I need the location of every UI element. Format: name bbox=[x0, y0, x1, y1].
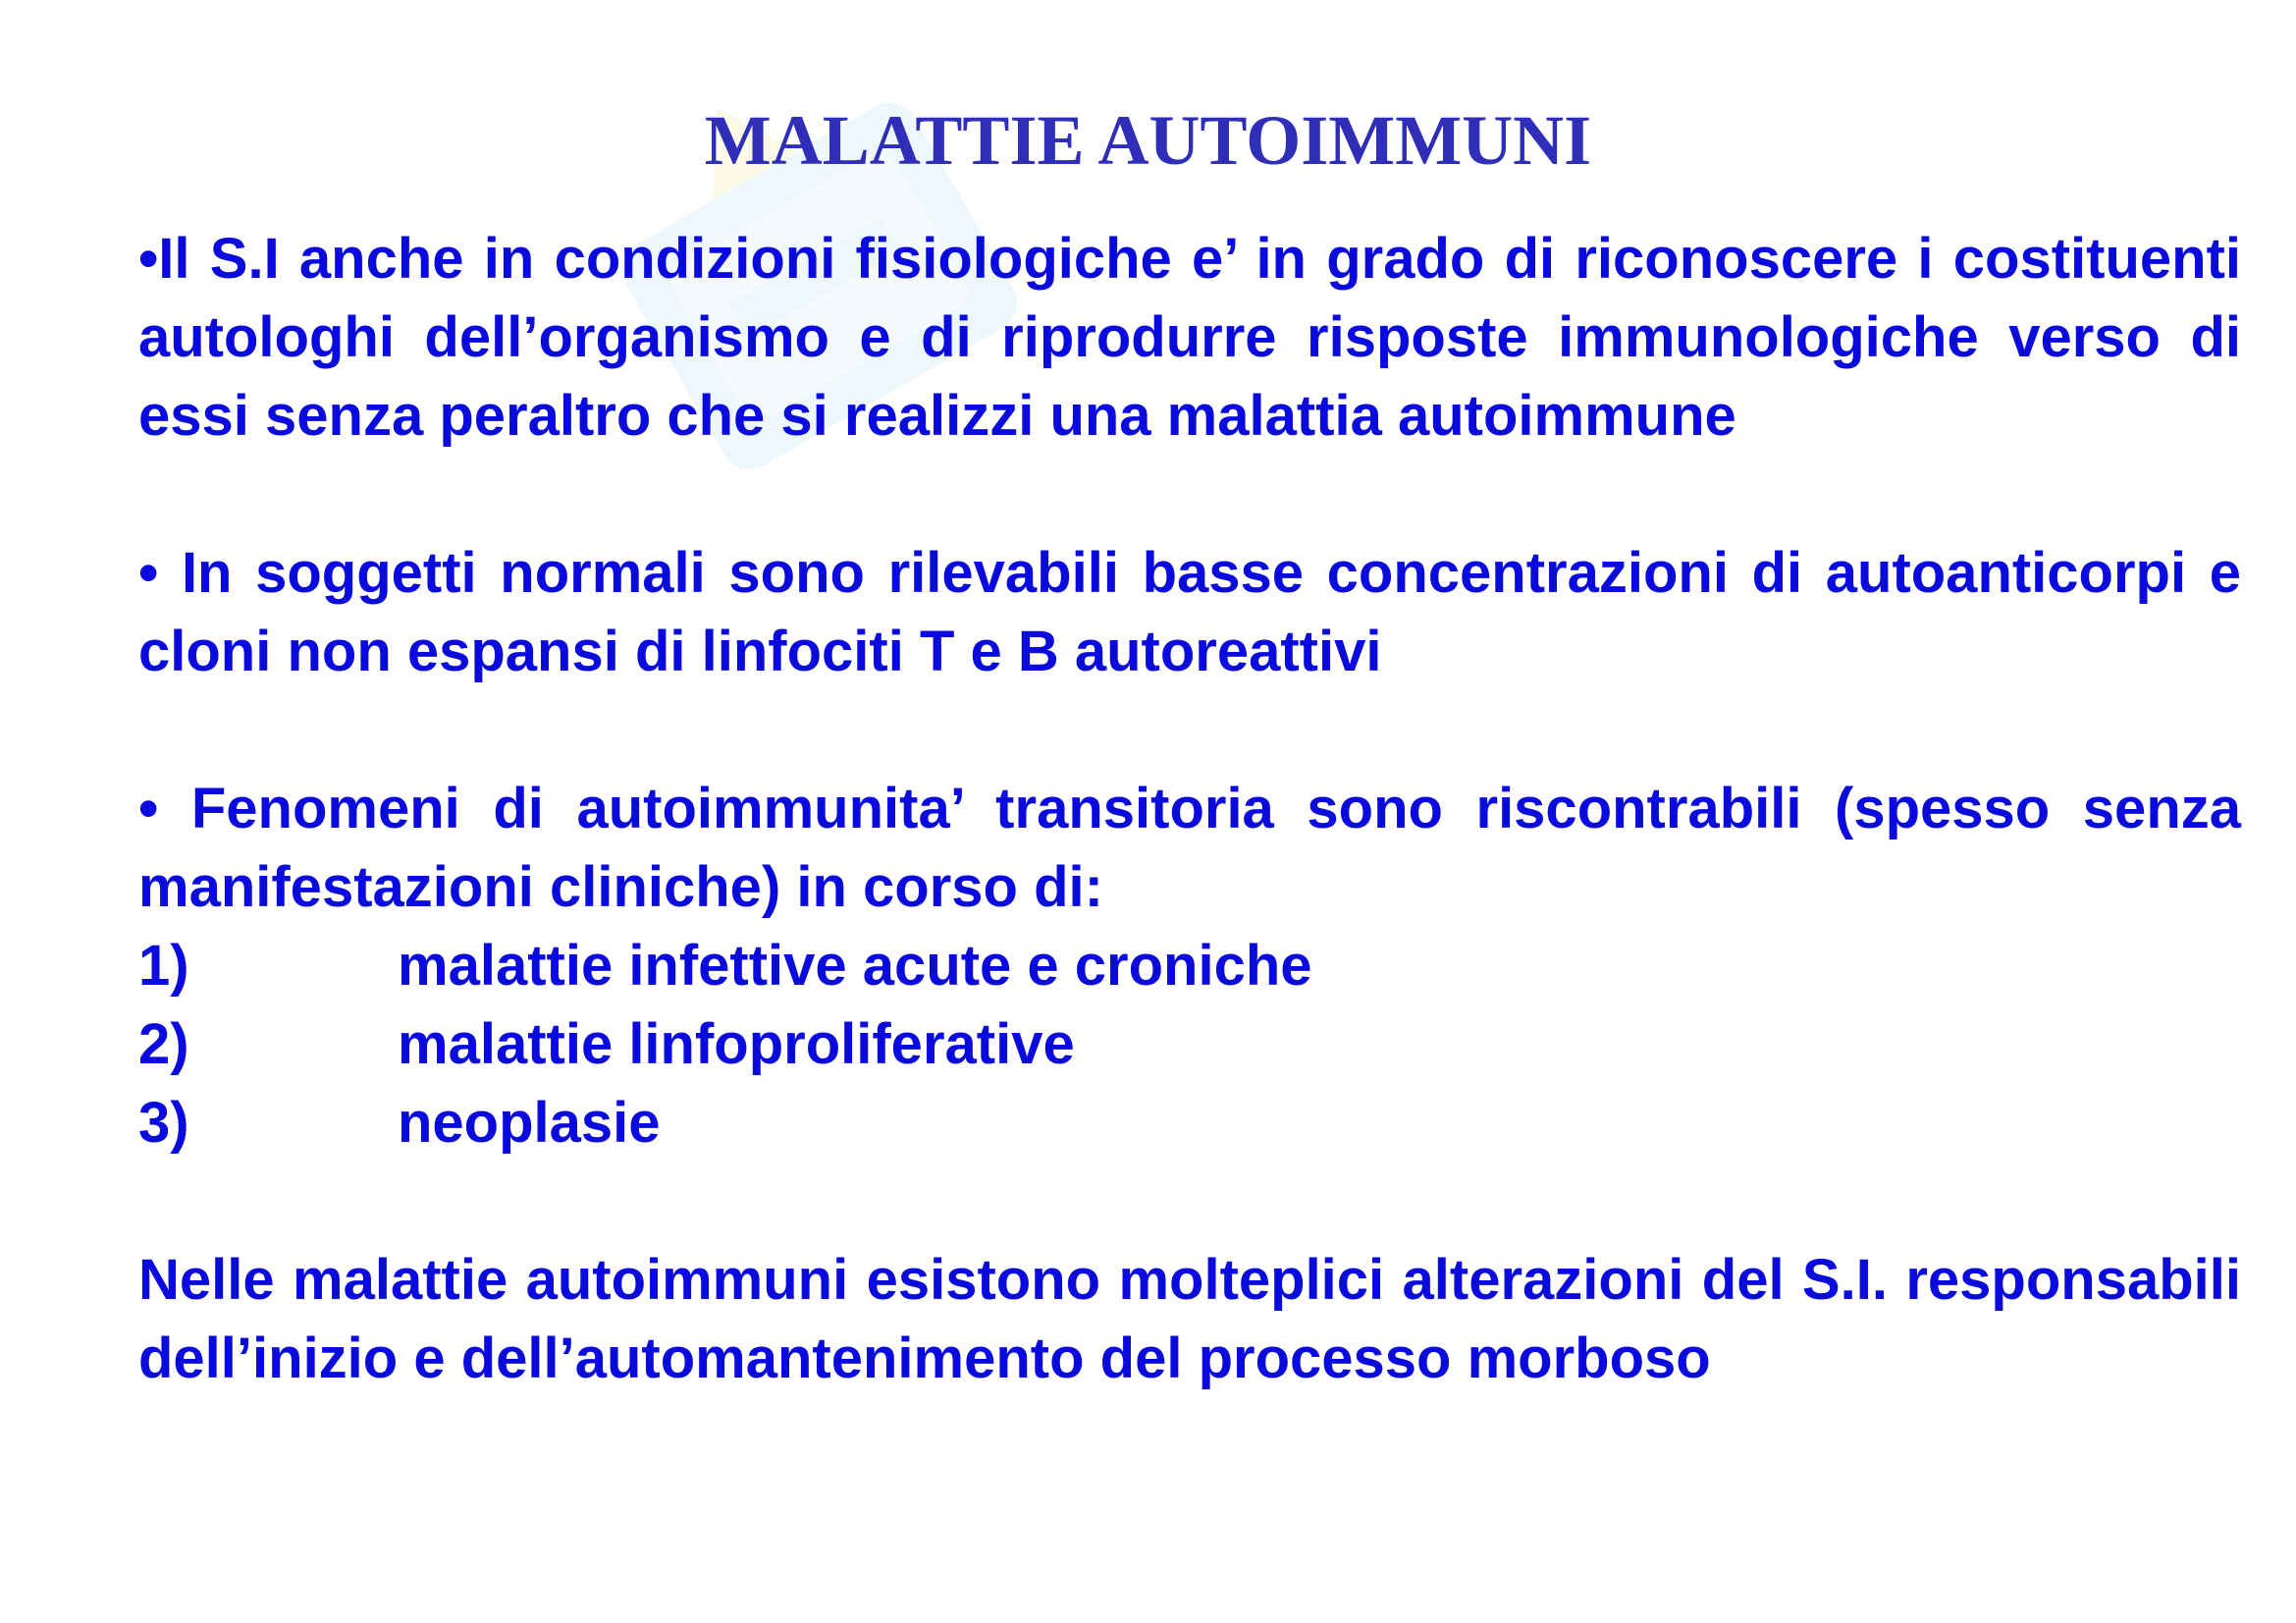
paragraph-4: Nelle malattie autoimmuni esistono molteplici alterazioni del S.I. responsabili dell’inizio e dell’automantenimento del processo morboso bbox=[138, 1248, 2241, 1390]
list-item bbox=[138, 1084, 2241, 1163]
spacer bbox=[138, 691, 2241, 770]
list-item-number: 3) bbox=[138, 1091, 189, 1155]
list-item-number: 1) bbox=[138, 934, 189, 998]
spacer bbox=[138, 1163, 2241, 1241]
page-title: MALATTIE AUTOIMMUNI bbox=[704, 101, 1592, 180]
paragraph-2: • In soggetti normali sono rilevabili basse concentrazioni di autoanticorpi e cloni non espansi di linfociti T e B autoreattivi bbox=[138, 541, 2241, 683]
paragraph-1: •Il S.I anche in condizioni fisiologiche e’ in grado di riconoscere i costituenti autologhi dell’organismo e di riprodurre risposte immunologiche verso di essi senza peraltro che si realizzi una malattia autoimmune bbox=[138, 227, 2241, 448]
list-item-number: 2) bbox=[138, 1012, 189, 1076]
paragraph-3: • Fenomeni di autoimmunita’ transitoria sono riscontrabili (spesso senza manifestazioni cliniche) in corso di: bbox=[138, 777, 2241, 919]
list-item-text: malattie linfoproliferative bbox=[398, 1012, 1075, 1076]
spacer bbox=[138, 456, 2241, 534]
list-item-text: malattie infettive acute e croniche bbox=[398, 934, 1312, 998]
list-item bbox=[138, 1005, 2241, 1084]
document-body bbox=[138, 220, 2241, 1398]
list-item bbox=[138, 927, 2241, 1005]
list-item-text: neoplasie bbox=[398, 1091, 661, 1155]
